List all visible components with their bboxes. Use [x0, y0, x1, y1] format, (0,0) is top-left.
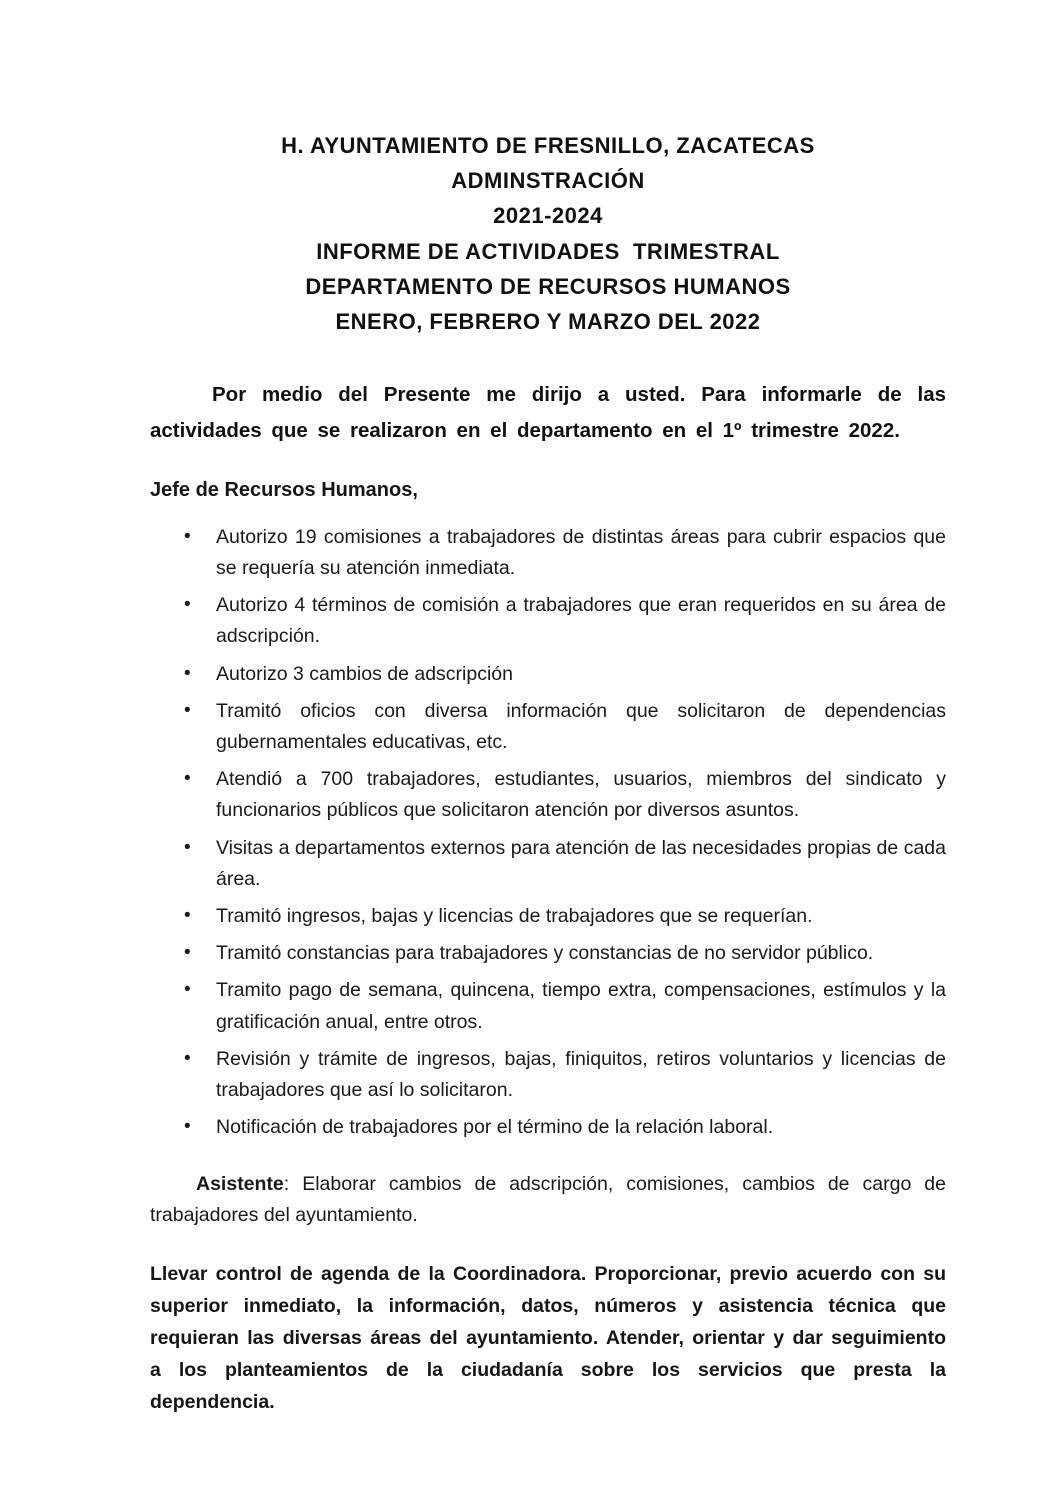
asistente-label: Asistente: [196, 1173, 284, 1196]
list-item: • Tramitó ingresos, bajas y licencias de trabajadores que se requerían.: [216, 901, 946, 932]
header-line-months: ENERO, FEBRERO Y MARZO DEL 2022: [335, 308, 761, 334]
header-line-period: 2021-2024: [493, 203, 603, 229]
activity-list: [150, 522, 946, 1143]
list-item: • Autorizo 19 comisiones a trabajadores de distintas áreas para cubrir espacios que se requería su atención inmediata.: [216, 522, 946, 584]
list-item: • Notificación de trabajadores por el término de la relación laboral.: [216, 1112, 946, 1143]
closing-paragraph: Llevar control de agenda de la Coordinadora. Proporcionar, previo acuerdo con su superior inmediato, la información, datos, números y asistencia técnica que requieran las diversas áreas del ayuntamiento. Atender, orientar y dar seguimiento a los planteamientos de la ciudadanía sobre los servicios que presta la dependencia.: [150, 1262, 946, 1414]
list-item: • Revisión y trámite de ingresos, bajas, finiquitos, retiros voluntarios y licencias de trabajadores que así lo solicitaron.: [216, 1044, 946, 1106]
header-line-administration: ADMINSTRACIÓN: [451, 168, 645, 194]
list-item: • Atendió a 700 trabajadores, estudiantes, usuarios, miembros del sindicato y funcionarios públicos que solicitaron atención por diversos asuntos.: [216, 764, 946, 826]
section-label-jefe: Jefe de Recursos Humanos,: [150, 478, 418, 501]
intro-paragraph: Por medio del Presente me dirijo a usted. Para informarle de las actividades que se realizaron en el departamento en el 1º trimestre 2022.: [150, 383, 946, 442]
asistente-text: : Elaborar cambios de adscripción, comisiones, cambios de cargo de trabajadores del ayuntamiento.: [150, 1173, 946, 1227]
list-item: • Tramitó oficios con diversa información que solicitaron de dependencias gubernamentales educativas, etc.: [216, 696, 946, 758]
list-item: • Visitas a departamentos externos para atención de las necesidades propias de cada área.: [216, 833, 946, 895]
list-item: • Tramitó constancias para trabajadores y constancias de no servidor público.: [216, 938, 946, 969]
header-line-report-type: INFORME DE ACTIVIDADES TRIMESTRAL: [316, 238, 780, 264]
list-item: • Tramito pago de semana, quincena, tiempo extra, compensaciones, estímulos y la gratificación anual, entre otros.: [216, 975, 946, 1037]
list-item: • Autorizo 4 términos de comisión a trabajadores que eran requeridos en su área de adscripción.: [216, 590, 946, 652]
list-item: • Autorizo 3 cambios de adscripción: [216, 659, 946, 690]
document-header: [150, 128, 946, 339]
header-line-institution: H. AYUNTAMIENTO DE FRESNILLO, ZACATECAS: [281, 133, 815, 158]
header-line-department: DEPARTAMENTO DE RECURSOS HUMANOS: [305, 273, 791, 299]
asistente-paragraph: [150, 1169, 946, 1231]
